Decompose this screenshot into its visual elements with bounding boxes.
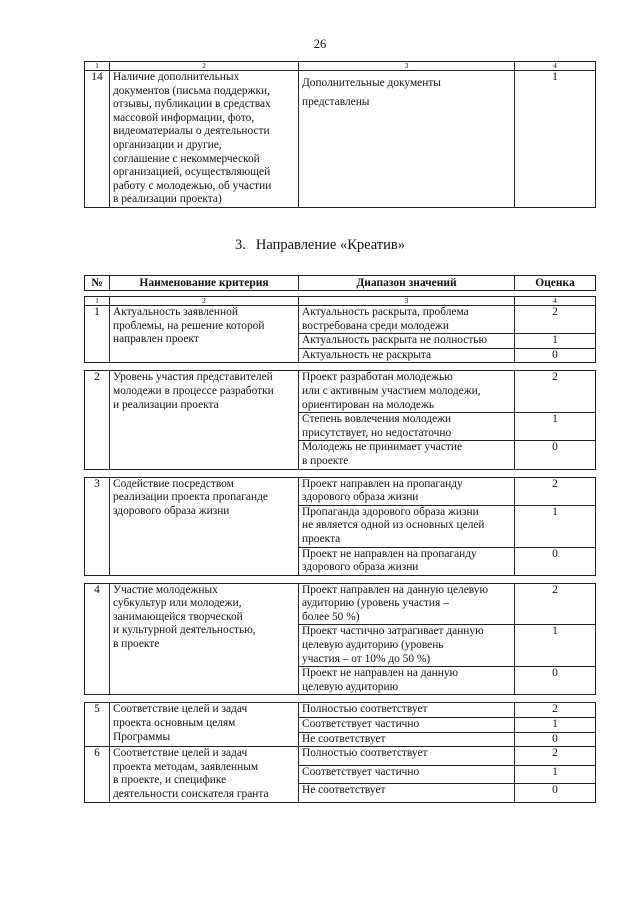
gap-cell	[110, 575, 299, 583]
text-line: Степень вовлечения молодежи	[302, 413, 452, 426]
score: 2	[515, 583, 596, 625]
column-index: 3	[299, 297, 515, 306]
text-line: Полностью соответствует	[302, 747, 428, 760]
score: 0	[515, 348, 596, 363]
text-line: здорового образа жизни	[302, 491, 419, 504]
text-line: Соответствует частично	[302, 718, 420, 731]
header-number: №	[85, 276, 110, 291]
value-range-option	[299, 718, 515, 733]
text-line: не является одной из основных целей	[302, 519, 485, 532]
row-number: 5	[85, 703, 110, 747]
text-line: деятельности соискателя гранта	[113, 788, 269, 800]
gap-cell	[515, 575, 596, 583]
text-line: документов (письма поддержки,	[113, 84, 270, 97]
row-number: 14	[85, 71, 110, 208]
score: 2	[515, 306, 596, 334]
value-range-option	[299, 703, 515, 718]
column-index: 4	[515, 62, 596, 71]
row-number: 2	[85, 371, 110, 469]
header-range: Диапазон значений	[299, 276, 515, 291]
row-gap	[85, 575, 596, 583]
header-score: Оценка	[515, 276, 596, 291]
gap-cell	[110, 363, 299, 371]
gap-cell	[515, 363, 596, 371]
table-row	[85, 477, 596, 505]
column-index: 2	[110, 62, 299, 71]
text-line: массовой информации, фото,	[113, 111, 255, 124]
criteria-table-continued	[84, 61, 596, 208]
text-line: Программы	[113, 730, 171, 743]
criterion-name	[110, 477, 299, 575]
criterion-name	[110, 747, 299, 802]
text-line: Полностью соответствует	[302, 703, 428, 716]
criterion-name	[110, 703, 299, 747]
score: 2	[515, 477, 596, 505]
value-range-option	[299, 765, 515, 783]
criterion-name	[110, 306, 299, 363]
score: 1	[515, 505, 596, 547]
gap-cell	[110, 469, 299, 477]
value-range-option	[299, 306, 515, 334]
text-line: ориентирован на молодежь	[302, 398, 435, 411]
header-criterion: Наименование критерия	[110, 276, 299, 291]
gap-cell	[299, 695, 515, 703]
table-row	[85, 703, 596, 718]
value-range-option	[299, 505, 515, 547]
criterion-name	[110, 71, 299, 208]
text-line: в проекте, и специфике	[113, 774, 227, 787]
score: 0	[515, 547, 596, 575]
table-row	[85, 747, 596, 765]
score: 1	[515, 718, 596, 733]
gap-cell	[110, 695, 299, 703]
score: 1	[515, 334, 596, 349]
column-index: 1	[85, 62, 110, 71]
text-line: в проекте	[113, 638, 160, 651]
table-row	[85, 583, 596, 625]
value-range-option	[299, 348, 515, 363]
text-line: Соответствует частично	[302, 765, 420, 778]
text-line: и культурной деятельностью,	[113, 624, 256, 637]
text-line: представлены	[302, 96, 370, 108]
row-gap	[85, 469, 596, 477]
text-line: проекта	[302, 532, 341, 545]
score: 0	[515, 732, 596, 747]
text-line: присутствует, но недостаточно	[302, 426, 452, 439]
text-line: Проект не направлен на пропаганду	[302, 547, 477, 560]
text-line: занимающейся творческой	[113, 610, 243, 623]
text-line: Проект частично затрагивает данную	[302, 625, 484, 638]
score: 0	[515, 667, 596, 695]
value-range	[299, 71, 515, 208]
text-line: аудиторию (уровень участия –	[302, 597, 449, 610]
gap-cell	[299, 575, 515, 583]
value-range-option	[299, 413, 515, 441]
table-row	[85, 371, 596, 413]
text-line: Актуальность не раскрыта	[302, 348, 432, 361]
gap-cell	[299, 363, 515, 371]
score: 0	[515, 441, 596, 469]
text-line: Наличие дополнительных	[113, 71, 240, 83]
text-line: целевую аудиторию (уровень	[302, 639, 444, 652]
text-line: Участие молодежных	[113, 583, 218, 596]
text-line: востребована среди молодежи	[302, 319, 449, 332]
text-line: соглашение с некоммерческой	[113, 152, 260, 165]
section-heading	[0, 239, 640, 253]
value-range-option	[299, 732, 515, 747]
value-range-option	[299, 477, 515, 505]
score: 1	[515, 625, 596, 667]
text-line: Актуальность раскрыта не полностью	[302, 334, 488, 347]
column-index: 3	[299, 62, 515, 71]
text-line: Соответствие целей и задач	[113, 703, 248, 716]
column-index: 1	[85, 297, 110, 306]
value-range-option	[299, 583, 515, 625]
text-line: отзывы, публикации в средствах	[113, 98, 271, 111]
text-line: видеоматериалы о деятельности	[113, 125, 270, 138]
value-range-option	[299, 747, 515, 765]
text-line: и реализации проекта	[113, 398, 219, 411]
text-line: Проект разработан молодежью	[302, 371, 453, 384]
score: 2	[515, 371, 596, 413]
header-row	[85, 276, 596, 291]
text-line: Проект направлен на данную целевую	[302, 583, 488, 596]
text-line: здорового образа жизни	[113, 504, 230, 517]
value-range-option	[299, 371, 515, 413]
score: 0	[515, 784, 596, 802]
value-range-option	[299, 784, 515, 802]
text-line: направлен проект	[113, 333, 199, 346]
table-row	[85, 71, 596, 208]
criteria-table-header	[84, 275, 596, 291]
text-line: субкультур или молодежи,	[113, 597, 242, 610]
score: 2	[515, 747, 596, 765]
criterion-name	[110, 583, 299, 695]
text-line: целевую аудиторию	[302, 680, 399, 693]
gap-cell	[85, 695, 110, 703]
value-range-option	[299, 441, 515, 469]
text-line: в проекте	[302, 454, 349, 467]
score: 1	[515, 71, 596, 208]
column-index-row	[85, 62, 596, 71]
page-number: 26	[313, 37, 327, 51]
column-index: 4	[515, 297, 596, 306]
text-line: молодежи в процессе разработки	[113, 384, 274, 397]
gap-cell	[85, 575, 110, 583]
text-line: проекта основным целям	[113, 717, 236, 730]
value-range-option	[299, 547, 515, 575]
text-line: Актуальность раскрыта, проблема	[302, 306, 469, 318]
row-gap	[85, 363, 596, 371]
criterion-name	[110, 371, 299, 469]
section-number: 3.	[235, 237, 246, 253]
text-line: Пропаганда здорового образа жизни	[302, 505, 479, 518]
text-line: Не соответствует	[302, 784, 386, 797]
text-line: работу с молодежью, об участии	[113, 179, 272, 192]
text-line: организации и другие,	[113, 138, 222, 151]
score: 1	[515, 765, 596, 783]
text-line: Содействие посредством	[113, 477, 234, 490]
text-line: организацией, осуществляющей	[113, 166, 271, 179]
text-line: здорового образа жизни	[302, 561, 419, 574]
row-gap	[85, 695, 596, 703]
column-index-row	[85, 297, 596, 306]
text-line: проблемы, на решение которой	[113, 319, 265, 332]
criteria-table	[84, 296, 596, 803]
text-line: проекта методам, заявленным	[113, 760, 259, 773]
score: 1	[515, 413, 596, 441]
text-line: Соответствие целей и задач	[113, 747, 248, 760]
value-range-option	[299, 667, 515, 695]
value-range-option	[299, 334, 515, 349]
table-row	[85, 306, 596, 334]
gap-cell	[85, 469, 110, 477]
gap-cell	[515, 469, 596, 477]
section-title: Направление «Креатив»	[255, 237, 405, 253]
text-line: Молодежь не принимает участие	[302, 441, 463, 454]
score: 2	[515, 703, 596, 718]
text-line: Не соответствует	[302, 732, 386, 745]
text-line: Проект не направлен на данную	[302, 667, 459, 680]
value-range-option	[299, 625, 515, 667]
text-line: Актуальность заявленной	[113, 306, 238, 318]
text-line: участия – от 10% до 50 %)	[302, 652, 431, 665]
row-number: 6	[85, 747, 110, 802]
text-line: более 50 %)	[302, 610, 360, 623]
gap-cell	[85, 363, 110, 371]
row-number: 3	[85, 477, 110, 575]
row-number: 1	[85, 306, 110, 363]
gap-cell	[515, 695, 596, 703]
text-line: Дополнительные документы	[302, 77, 441, 89]
text-line: реализации проекта пропаганде	[113, 491, 268, 504]
text-line: Уровень участия представителей	[113, 371, 273, 384]
text-line: или с активным участием молодежи,	[302, 384, 481, 397]
text-line: Проект направлен на пропаганду	[302, 477, 463, 490]
gap-cell	[299, 469, 515, 477]
row-number: 4	[85, 583, 110, 695]
column-index: 2	[110, 297, 299, 306]
text-line: в реализации проекта)	[113, 193, 222, 206]
